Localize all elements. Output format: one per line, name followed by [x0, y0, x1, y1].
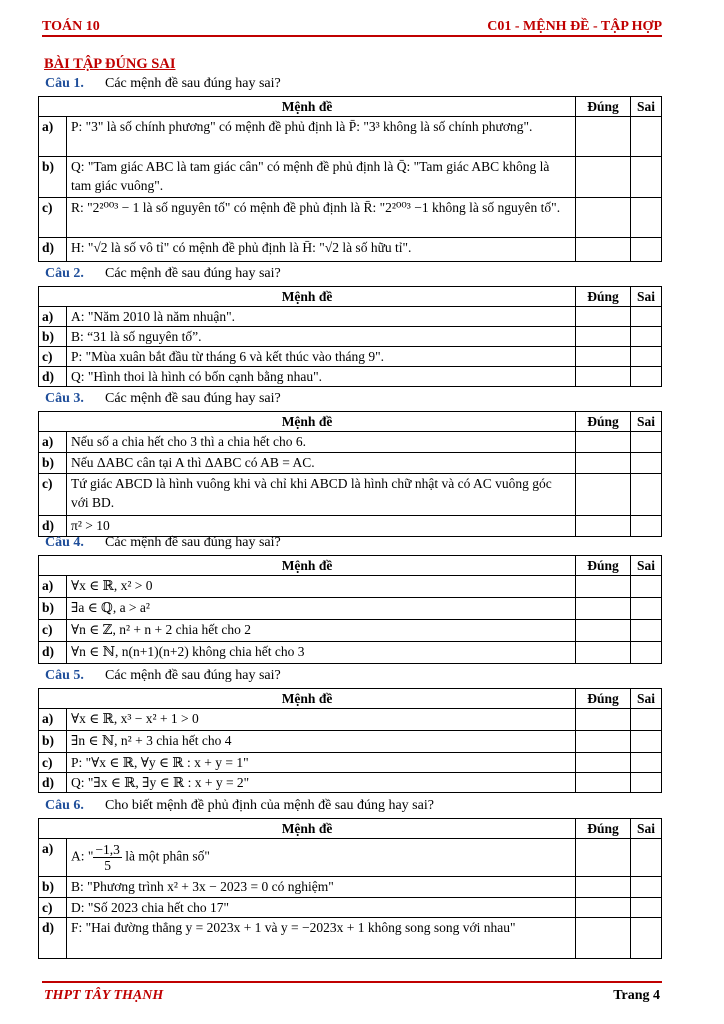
- false-answer-cell[interactable]: [631, 198, 662, 238]
- true-answer-cell[interactable]: [576, 620, 631, 642]
- row-label: d): [39, 918, 67, 959]
- table-row: [39, 877, 662, 898]
- table-row: [39, 620, 662, 642]
- header-statement: Mệnh đề: [39, 287, 576, 307]
- row-label: b): [39, 327, 67, 347]
- false-answer-cell[interactable]: [631, 773, 662, 793]
- true-answer-cell[interactable]: [576, 157, 631, 198]
- row-label: a): [39, 576, 67, 598]
- header-true: Đúng: [576, 412, 631, 432]
- false-answer-cell[interactable]: [631, 157, 662, 198]
- header-true: Đúng: [576, 689, 631, 709]
- row-statement: ∀n ∈ ℤ, n² + n + 2 chia hết cho 2: [67, 620, 576, 642]
- row-label: c): [39, 620, 67, 642]
- question-number: Câu 4.: [45, 535, 84, 550]
- table-row: [39, 198, 662, 238]
- true-answer-cell[interactable]: [576, 918, 631, 959]
- header-subject: TOÁN 10: [42, 19, 100, 34]
- question-prompt: Các mệnh đề sau đúng hay sai?: [105, 535, 281, 550]
- footer-school: THPT TÂY THẠNH: [44, 988, 164, 1003]
- row-statement: ∀n ∈ ℕ, n(n+1)(n+2) không chia hết cho 3: [67, 642, 576, 664]
- table-header-row: [39, 819, 662, 839]
- true-answer-cell[interactable]: [576, 453, 631, 474]
- header-true: Đúng: [576, 287, 631, 307]
- question-prompt: Các mệnh đề sau đúng hay sai?: [105, 76, 281, 91]
- header-statement: Mệnh đề: [39, 689, 576, 709]
- table-header-row: [39, 97, 662, 117]
- question-6: [45, 798, 434, 814]
- table-row: [39, 753, 662, 773]
- row-label: b): [39, 157, 67, 198]
- false-answer-cell[interactable]: [631, 516, 662, 537]
- false-answer-cell[interactable]: [631, 367, 662, 387]
- table-header-row: [39, 556, 662, 576]
- true-answer-cell[interactable]: [576, 516, 631, 537]
- header-false: Sai: [631, 287, 662, 307]
- question-1: [45, 76, 281, 92]
- true-answer-cell[interactable]: [576, 198, 631, 238]
- true-answer-cell[interactable]: [576, 367, 631, 387]
- question-number: Câu 1.: [45, 76, 84, 91]
- table-row: [39, 642, 662, 664]
- statement-prefix: A: ": [71, 848, 94, 864]
- false-answer-cell[interactable]: [631, 238, 662, 262]
- row-label: b): [39, 877, 67, 898]
- false-answer-cell[interactable]: [631, 327, 662, 347]
- row-statement: Q: "Hình thoi là hình có bốn cạnh bằng nhau".: [67, 367, 576, 387]
- table-row: [39, 327, 662, 347]
- true-answer-cell[interactable]: [576, 576, 631, 598]
- row-statement: ∀x ∈ ℝ, x³ − x² + 1 > 0: [67, 709, 576, 731]
- row-statement: ∃a ∈ ℚ, a > a²: [67, 598, 576, 620]
- header-true: Đúng: [576, 819, 631, 839]
- false-answer-cell[interactable]: [631, 598, 662, 620]
- header-statement: Mệnh đề: [39, 556, 576, 576]
- row-label: d): [39, 238, 67, 262]
- header-false: Sai: [631, 97, 662, 117]
- fraction-numerator: −1,3: [95, 842, 120, 857]
- statement-suffix: là một phân số": [121, 848, 210, 864]
- table-row: [39, 238, 662, 262]
- row-label: a): [39, 709, 67, 731]
- question-5-table: [38, 688, 662, 793]
- table-header-row: [39, 689, 662, 709]
- row-label: c): [39, 753, 67, 773]
- header-statement: Mệnh đề: [39, 412, 576, 432]
- header-false: Sai: [631, 819, 662, 839]
- row-label: b): [39, 453, 67, 474]
- false-answer-cell[interactable]: [631, 474, 662, 516]
- true-answer-cell[interactable]: [576, 773, 631, 793]
- header-statement: Mệnh đề: [39, 97, 576, 117]
- page-header: [42, 17, 662, 37]
- false-answer-cell[interactable]: [631, 918, 662, 959]
- false-answer-cell[interactable]: [631, 576, 662, 598]
- fraction: [93, 842, 122, 873]
- table-header-row: [39, 412, 662, 432]
- table-row: [39, 918, 662, 959]
- true-answer-cell[interactable]: [576, 642, 631, 664]
- false-answer-cell[interactable]: [631, 432, 662, 453]
- false-answer-cell[interactable]: [631, 753, 662, 773]
- row-statement: B: "Phương trình x² + 3x − 2023 = 0 có nghiệm": [67, 877, 576, 898]
- table-row: [39, 839, 662, 877]
- row-label: a): [39, 432, 67, 453]
- table-row: [39, 516, 662, 537]
- row-statement: B: “31 là số nguyên tố”.: [67, 327, 576, 347]
- row-label: c): [39, 198, 67, 238]
- row-statement: A: "Năm 2010 là năm nhuận".: [67, 307, 576, 327]
- false-answer-cell[interactable]: [631, 347, 662, 367]
- true-answer-cell[interactable]: [576, 598, 631, 620]
- question-2: [45, 266, 281, 282]
- table-row: [39, 117, 662, 157]
- row-label: c): [39, 347, 67, 367]
- question-5: [45, 668, 281, 684]
- table-row: [39, 432, 662, 453]
- question-prompt: Các mệnh đề sau đúng hay sai?: [105, 668, 281, 683]
- row-label: a): [39, 117, 67, 157]
- false-answer-cell[interactable]: [631, 642, 662, 664]
- question-number: Câu 6.: [45, 798, 84, 813]
- table-row: [39, 347, 662, 367]
- row-statement: R: "2²⁰⁰³ − 1 là số nguyên tố" có mệnh đề phủ định là R̄: "2²⁰⁰³ −1 không là số nguyên tố".: [67, 198, 576, 238]
- false-answer-cell[interactable]: [631, 839, 662, 877]
- row-label: d): [39, 642, 67, 664]
- table-row: [39, 367, 662, 387]
- row-label: d): [39, 367, 67, 387]
- question-1-table: [38, 96, 662, 262]
- table-row: [39, 598, 662, 620]
- true-answer-cell[interactable]: [576, 432, 631, 453]
- header-false: Sai: [631, 412, 662, 432]
- question-number: Câu 2.: [45, 266, 84, 281]
- table-row: [39, 709, 662, 731]
- question-prompt: Các mệnh đề sau đúng hay sai?: [105, 266, 281, 281]
- row-statement: Q: "∃x ∈ ℝ, ∃y ∈ ℝ : x + y = 2": [67, 773, 576, 793]
- true-answer-cell[interactable]: [576, 753, 631, 773]
- row-statement: Q: "Tam giác ABC là tam giác cân" có mệnh đề phủ định là Q̄: "Tam giác ABC không là tam giác vuông".: [67, 157, 576, 198]
- page-title: BÀI TẬP ĐÚNG SAI: [44, 56, 176, 72]
- row-label: a): [39, 307, 67, 327]
- false-answer-cell[interactable]: [631, 117, 662, 157]
- table-row: [39, 731, 662, 753]
- false-answer-cell[interactable]: [631, 898, 662, 918]
- false-answer-cell[interactable]: [631, 709, 662, 731]
- true-answer-cell[interactable]: [576, 238, 631, 262]
- fraction-denominator: 5: [104, 858, 112, 873]
- table-row: [39, 474, 662, 516]
- true-answer-cell[interactable]: [576, 307, 631, 327]
- row-label: d): [39, 516, 67, 537]
- header-chapter: C01 - MỆNH ĐỀ - TẬP HỢP: [487, 19, 662, 34]
- row-label: b): [39, 598, 67, 620]
- row-label: c): [39, 474, 67, 516]
- row-statement: Nếu ΔABC cân tại A thì ΔABC có AB = AC.: [67, 453, 576, 474]
- row-statement: ∀x ∈ ℝ, x² > 0: [67, 576, 576, 598]
- header-false: Sai: [631, 556, 662, 576]
- row-label: d): [39, 773, 67, 793]
- row-statement: Nếu số a chia hết cho 3 thì a chia hết cho 6.: [67, 432, 576, 453]
- false-answer-cell[interactable]: [631, 620, 662, 642]
- header-statement: Mệnh đề: [39, 819, 576, 839]
- true-answer-cell[interactable]: [576, 898, 631, 918]
- true-answer-cell[interactable]: [576, 839, 631, 877]
- true-answer-cell[interactable]: [576, 474, 631, 516]
- question-number: Câu 3.: [45, 391, 84, 406]
- header-false: Sai: [631, 689, 662, 709]
- question-2-table: [38, 286, 662, 387]
- header-true: Đúng: [576, 556, 631, 576]
- false-answer-cell[interactable]: [631, 731, 662, 753]
- row-statement: π² > 10: [67, 516, 576, 537]
- true-answer-cell[interactable]: [576, 117, 631, 157]
- true-answer-cell[interactable]: [576, 709, 631, 731]
- row-statement: P: "∀x ∈ ℝ, ∀y ∈ ℝ : x + y = 1": [67, 753, 576, 773]
- footer-rule: [42, 981, 662, 983]
- false-answer-cell[interactable]: [631, 877, 662, 898]
- table-row: [39, 453, 662, 474]
- false-answer-cell[interactable]: [631, 307, 662, 327]
- row-statement: D: "Số 2023 chia hết cho 17": [67, 898, 576, 918]
- table-row: [39, 773, 662, 793]
- table-row: [39, 157, 662, 198]
- question-3-table: [38, 411, 662, 537]
- row-statement: Tứ giác ABCD là hình vuông khi và chỉ khi ABCD là hình chữ nhật và có AC vuông góc với BD.: [67, 474, 576, 516]
- row-statement: ∃n ∈ ℕ, n² + 3 chia hết cho 4: [67, 731, 576, 753]
- row-statement: P: "3" là số chính phương" có mệnh đề phủ định là P̄: "3³ không là số chính phương".: [67, 117, 576, 157]
- table-header-row: [39, 287, 662, 307]
- true-answer-cell[interactable]: [576, 327, 631, 347]
- table-row: [39, 898, 662, 918]
- header-true: Đúng: [576, 97, 631, 117]
- row-label: b): [39, 731, 67, 753]
- question-6-table: [38, 818, 662, 959]
- row-statement: H: "√2 là số vô tỉ" có mệnh đề phủ định là H̄: "√2 là số hữu tỉ".: [67, 238, 576, 262]
- true-answer-cell[interactable]: [576, 347, 631, 367]
- question-prompt: Cho biết mệnh đề phủ định của mệnh đề sau đúng hay sai?: [105, 798, 434, 813]
- question-number: Câu 5.: [45, 668, 84, 683]
- question-3: [45, 391, 281, 407]
- row-label: a): [39, 839, 67, 877]
- row-label: c): [39, 898, 67, 918]
- row-statement: P: "Mùa xuân bắt đầu từ tháng 6 và kết thúc vào tháng 9".: [67, 347, 576, 367]
- true-answer-cell[interactable]: [576, 731, 631, 753]
- false-answer-cell[interactable]: [631, 453, 662, 474]
- table-row: [39, 307, 662, 327]
- footer-page-number: Trang 4: [613, 988, 660, 1003]
- question-4: [45, 535, 281, 551]
- question-prompt: Các mệnh đề sau đúng hay sai?: [105, 391, 281, 406]
- row-statement: F: "Hai đường thẳng y = 2023x + 1 và y = −2023x + 1 không song song với nhau": [67, 918, 576, 959]
- question-4-table: [38, 555, 662, 664]
- true-answer-cell[interactable]: [576, 877, 631, 898]
- row-statement: [67, 839, 576, 877]
- table-row: [39, 576, 662, 598]
